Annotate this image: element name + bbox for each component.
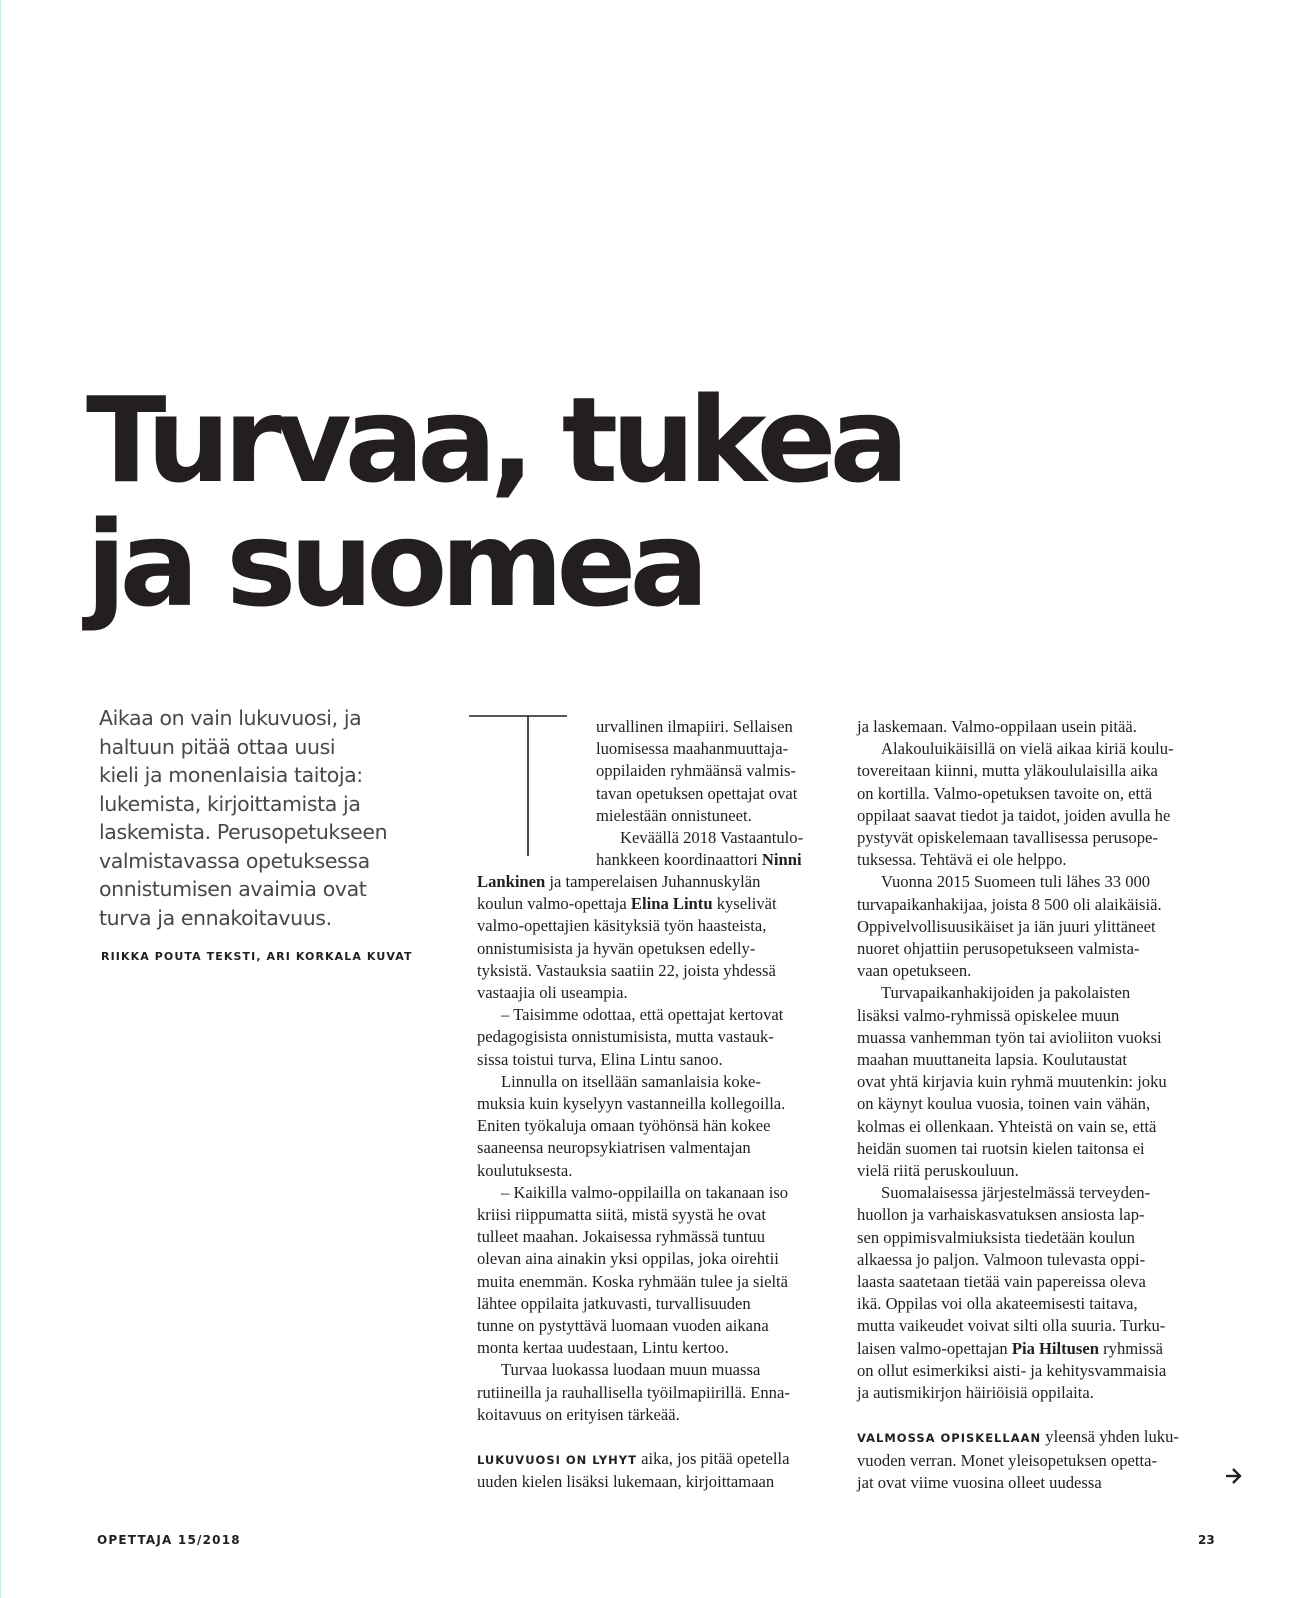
text-line: on käynyt koulua vuosia, toinen vain vähän, [857, 1094, 1151, 1114]
page-number: 23 [1198, 1533, 1215, 1547]
text-line: Keväällä 2018 Vastaantulo- [620, 828, 804, 848]
text-line: vaan opetukseen. [857, 961, 972, 981]
text-line: Vuonna 2015 Suomeen tuli lähes 33 000 [881, 872, 1151, 892]
text-run: yleensä yhden luku- [1041, 1427, 1179, 1447]
text-line: turvapaikanhakijaa, joista 8 500 oli alaikäisiä. [857, 894, 1162, 914]
section-lead-in: LUKUVUOSI ON LYHYT [477, 1453, 637, 1468]
text-line [477, 1448, 837, 1471]
text-line: vastaajia oli useampia. [477, 983, 628, 1003]
text-line: ja laskemaan. Valmo-oppilaan usein pitää. [857, 717, 1137, 736]
text-line: jat ovat viime vuosina olleet uudessa [857, 1472, 1102, 1492]
text-line: onnistumisista ja hyvän opetuksen edelly- [477, 938, 756, 958]
text-line: sen oppimisvalmiuksista tiedetään koulun [857, 1227, 1135, 1247]
text-line: valmo-opettajien käsityksiä työn haasteista, [477, 916, 767, 936]
headline [86, 371, 1086, 633]
text-run: ja tamperelaisen Juhannuskylän [545, 872, 761, 891]
text-line: – Taisimme odottaa, että opettajat kertovat [501, 1005, 784, 1025]
paragraph [857, 871, 1217, 982]
text-line: – Kaikilla valmo-oppilailla on takanaan iso [501, 1182, 789, 1202]
text-line: tunne on pystyttävä luomaan vuoden aikana [477, 1316, 769, 1336]
text-line: tyksistä. Vastauksia saatiin 22, joista yhdessä [477, 960, 776, 980]
text-line: kolmas ei ollenkaan. Yhteistä on vain se, että [857, 1116, 1157, 1136]
text-line: tavan opetuksen opettajat ovat [596, 783, 798, 803]
person-name: Elina Lintu [630, 894, 713, 914]
text-line: Oppivelvollisuusikäiset ja iän juuri ylittäneet [857, 916, 1156, 936]
text-line: Alakouluikäisillä on vielä aikaa kiriä koulu- [881, 739, 1174, 759]
text-line: koitavuus on erityisen tärkeää. [477, 1404, 680, 1424]
paragraph [477, 1071, 837, 1182]
text-line: Linnulla on itsellään samanlaisia koke- [501, 1071, 761, 1091]
text-line: tovereitaan kiinni, mutta yläkoululaisilla aika [857, 761, 1158, 781]
lede-line: turva ja ennakoitavuus. [99, 905, 332, 930]
text-run: aika, jos pitää opetella [636, 1449, 790, 1469]
lede-line: lukemista, kirjoittamista ja [99, 791, 361, 816]
text-line [857, 1426, 1217, 1449]
text-line: monta kertaa uudestaan, Lintu kertoo. [477, 1338, 729, 1358]
byline-credits: RIIKKA POUTA TEKSTI, ARI KORKALA KUVAT [101, 950, 413, 963]
text-line: Turvapaikanhakijoiden ja pakolaisten [881, 983, 1131, 1003]
text-line: tuksessa. Tehtävä ei ole helppo. [857, 850, 1067, 870]
text-line: muksia kuin kyselyyn vastanneilla kollegoilla. [477, 1094, 786, 1114]
lede-line: haltuun pitää ottaa uusi [99, 734, 336, 759]
text-line: tulleet maahan. Jokaisessa ryhmässä tuntuu [477, 1227, 766, 1247]
text-line: pystyvät opiskelemaan tavallisessa perusope- [857, 828, 1158, 848]
text-line [596, 849, 837, 871]
text-line: on ollut esimerkiksi aisti- ja kehitysvammaisia [857, 1360, 1167, 1380]
text-line: koulutuksesta. [477, 1160, 573, 1180]
text-line: maahan muuttaneita lapsia. Koulutaustat [857, 1050, 1128, 1070]
text-line: mielestään onnistuneet. [596, 805, 752, 825]
paragraph [477, 871, 837, 1004]
text-line: oppilaat saavat tiedot ja taidot, joiden avulla he [857, 805, 1171, 825]
lede-line: laskemista. Perusopetukseen [99, 820, 388, 844]
paragraph [477, 1182, 837, 1360]
text-line: olevan aina ainakin yksi oppilas, joka oirehtii [477, 1249, 779, 1269]
text-line: ja autismikirjon häiriöisiä oppilaita. [857, 1383, 1094, 1403]
text-line: muita enemmän. Koska ryhmään tulee ja sieltä [477, 1271, 789, 1291]
lede-line: Aikaa on vain lukuvuosi, ja [99, 706, 362, 730]
paragraph [857, 1426, 1217, 1494]
text-line [477, 871, 837, 893]
dropcap-letter [469, 710, 569, 858]
lede-line: valmistavassa opetuksessa [99, 848, 370, 873]
text-line: Eniten työkaluja omaan työhönsä hän kokee [477, 1116, 771, 1136]
person-name: Lankinen [477, 872, 546, 891]
text-line: luomisessa maahanmuuttaja- [596, 739, 789, 759]
person-name: Pia Hiltusen [1011, 1338, 1099, 1358]
text-line: on kortilla. Valmo-opetuksen tavoite on, että [857, 783, 1153, 803]
text-line: laasta saatetaan tietää vain papereissa oleva [857, 1272, 1146, 1292]
paragraph [857, 738, 1217, 871]
article-column-1 [477, 716, 837, 1494]
paragraph [857, 716, 1217, 738]
headline-line-1: Turvaa, tukea [86, 371, 903, 509]
text-line: rutiineilla ja rauhallisella työilmapiirillä. Enna- [477, 1382, 790, 1402]
article-column-2 [857, 716, 1217, 1494]
arrow-right-icon [1224, 1466, 1244, 1486]
dropcap-block [477, 716, 837, 871]
text-line: pedagogisista onnistumisista, mutta vastauk- [477, 1027, 774, 1047]
paragraph [857, 982, 1217, 1182]
text-run: laisen valmo-opettajan [857, 1338, 1012, 1358]
text-line: lähtee oppilaita jatkuvasti, turvallisuuden [477, 1293, 751, 1313]
paragraph [857, 1182, 1217, 1404]
text-line: Turvaa luokassa luodaan muun muassa [501, 1360, 761, 1380]
text-run: ryhmissä [1098, 1338, 1164, 1358]
text-line: kriisi riippumatta siitä, mistä syystä he ovat [477, 1205, 766, 1225]
text-line: sissa toistui turva, Elina Lintu sanoo. [477, 1049, 723, 1069]
text-line: urvallinen ilmapiiri. Sellaisen [596, 717, 793, 736]
text-line: Suomalaisessa järjestelmässä terveyden- [881, 1183, 1151, 1203]
footer-issue: OPETTAJA 15/2018 [97, 1533, 241, 1547]
paragraph [477, 1359, 837, 1426]
text-line: nuoret ohjattiin perusopetukseen valmista- [857, 939, 1140, 959]
text-line: ovat yhtä kirjavia kuin ryhmä muutenkin: joku [857, 1072, 1167, 1092]
text-line: lisäksi valmo-ryhmissä opiskelee muun [857, 1005, 1120, 1025]
paragraph [477, 1004, 837, 1071]
text-line: oppilaiden ryhmäänsä valmis- [596, 761, 796, 781]
paragraph [477, 1448, 837, 1493]
person-name: Ninni [761, 850, 802, 870]
headline-line-2: ja suomea [86, 495, 703, 633]
text-line: mutta vaikeudet voivat silti olla suuria. Turku- [857, 1316, 1166, 1336]
text-line: ikä. Oppilas voi olla akateemisesti taitava, [857, 1294, 1138, 1314]
lede-line: onnistumisen avaimia ovat [99, 877, 367, 901]
text-line: vuoden verran. Monet yleisopetuksen opetta- [857, 1450, 1157, 1470]
page-edge [0, 0, 1, 1598]
text-run: kyselivät [712, 894, 777, 914]
text-run: koulun valmo-opettaja [477, 894, 631, 914]
lede [99, 704, 409, 932]
text-line: alkaessa jo paljon. Valmoon tulevasta oppi- [857, 1249, 1146, 1269]
text-line: uuden kielen lisäksi lukemaan, kirjoittamaan [477, 1472, 775, 1492]
text-line [857, 1338, 1217, 1360]
text-line [477, 893, 837, 915]
section-lead-in: VALMOSSA OPISKELLAAN [857, 1431, 1042, 1446]
text-line: vielä riitä peruskouluun. [857, 1161, 1019, 1181]
text-line: muassa vanhemman työn tai avioliiton vuoksi [857, 1027, 1162, 1047]
text-run: hankkeen koordinaattori [596, 850, 762, 870]
text-line: saaneensa neuropsykiatrisen valmentajan [477, 1138, 751, 1158]
text-line: heidän suomen tai ruotsin kielen taitonsa ei [857, 1138, 1145, 1158]
lede-line: kieli ja monenlaisia taitoja: [99, 763, 363, 787]
text-line: huollon ja varhaiskasvatuksen ansiosta lap- [857, 1205, 1145, 1225]
